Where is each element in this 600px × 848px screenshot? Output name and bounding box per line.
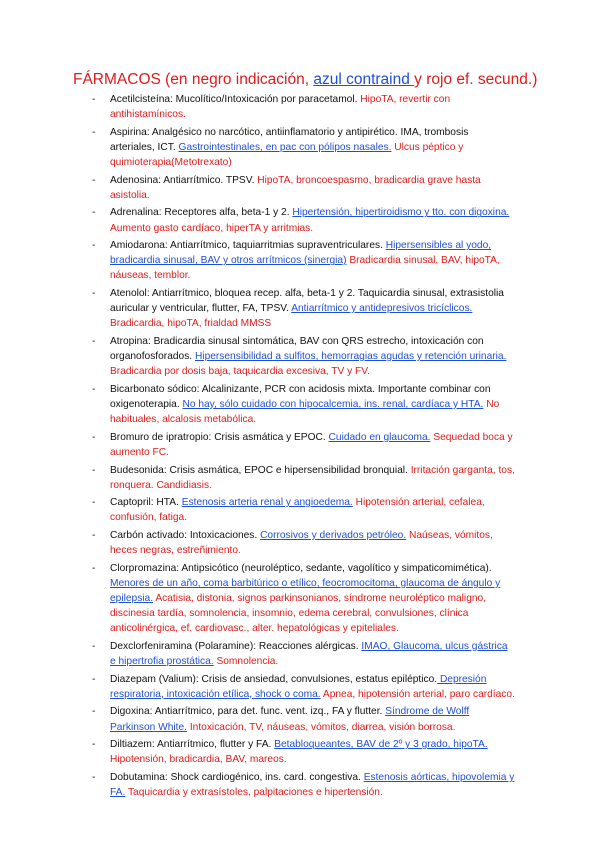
- side-effects-text: No habituales, alcalosis metabólica.: [110, 398, 500, 426]
- side-effects-text: Bradicardia, hipoTA, frialdad MMSS: [110, 318, 272, 330]
- list-item: [0, 737, 515, 767]
- contraindication-text: Hipersensibles al yodo, bradicardia sinusal, BAV y otros arrítmicos (sinergia): [110, 240, 492, 267]
- indication-text: Aspirina: Analgésico no narcótico, antiinflamatorio y antipirético. IMA, trombosis arteriales, ICT.: [110, 126, 469, 153]
- contraindication-text: IMAO, Glaucoma, ulcus gástrica e hipertrofia prostática.: [110, 640, 508, 667]
- list-item: [0, 770, 515, 800]
- contraindication-text: Cuidado en glaucoma.: [328, 431, 431, 443]
- heading-text: FÁRMACOS (en negro indicación,: [73, 71, 314, 88]
- side-effects-text: Intoxicación, TV, náuseas, vómitos, diarrea, visión borrosa.: [187, 721, 456, 733]
- list-item: [0, 430, 515, 460]
- indication-text: Bicarbonato sódico: Alcalinizante, PCR con acidosis mixta. Importante combinar con oxigenoterapia.: [110, 383, 491, 410]
- side-effects-text: Naúseas, vómitos, heces negras, estreñimiento.: [110, 530, 493, 557]
- contraindication-text: Menores de un año, coma barbitúrico o etílico, feocromocitoma, glaucoma de ángulo y epilepsia.: [110, 577, 501, 605]
- indication-text: Budesonida: Crisis asmática, EPOC e hipersensibilidad bronquial.: [110, 464, 411, 476]
- contraindication-text: Hipersensibilidad a sulfitos, hemorragias agudas y retención urinaria.: [194, 351, 507, 363]
- list-item: [0, 238, 515, 283]
- contraindication-text: Hipertensión, hipertiroidismo y tto. con digoxina.: [292, 207, 510, 219]
- contraindication-text: Estenosis arteria renal y angioedema.: [181, 497, 353, 509]
- list-item: [0, 463, 515, 493]
- indication-text: Adrenalina: Receptores alfa, beta-1 y 2.: [110, 207, 293, 219]
- list-item: [0, 286, 515, 331]
- side-effects-text: Acatisia, distonia, signos parkinsonianos, síndrome neuroléptico maligno, discinesia tardía, somnolencia, insomnio, edema cerebral, convulsiones, clínica anticolinérgica, ef. cardiovasc., alter. hepatológicas y epiteliales.: [110, 593, 487, 635]
- contraindication-text: No hay, sólo cuidado con hipocalcemia, ins. renal, cardíaca y HTA.: [182, 398, 484, 410]
- indication-text: Amiodarona: Antiarrítmico, taquiarritmias supraventriculares.: [110, 240, 386, 252]
- contraindication-text: Corrosivos y derivados petróleo.: [260, 530, 407, 542]
- side-effects-text: Hipotensión, bradicardia, BAV, mareos.: [110, 754, 287, 766]
- contraindication-text: Gastrointestinales, en pac con pólipos nasales.: [178, 141, 392, 153]
- indication-text: Captopril: HTA.: [110, 497, 182, 509]
- list-item: [0, 173, 515, 203]
- side-effects-text: Hipotensión arterial, cefalea, confusión, fatiga.: [110, 497, 485, 524]
- list-item: [0, 382, 515, 427]
- indication-text: Carbón activado: Intoxicaciones.: [110, 530, 261, 542]
- indication-text: Atropina: Bradicardia sinusal sintomática, BAV con QRS estrecho, intoxicación con organofosforados.: [110, 335, 484, 363]
- contraindication-text: Síndrome de Wolff Parkinson White.: [110, 706, 470, 733]
- indication-text: Adenosina: Antiarrítmico. TPSV.: [110, 174, 258, 186]
- side-effects-text: Irritación garganta, tos, ronquera. Candidiasis.: [110, 464, 515, 491]
- side-effects-text: HipoTA, broncoespasmo, bradicardia grave hasta asistolia.: [110, 174, 481, 201]
- side-effects-text: HipoTA, revertir con antihistamínicos.: [110, 94, 451, 121]
- page-heading: [73, 69, 537, 91]
- side-effects-text: Bradicardia por dosis baja, taquicardia excesiva, TV y FV.: [110, 366, 370, 378]
- indication-text: Acetilcisteína: Mucolítico/Intoxicación por paracetamol.: [110, 94, 361, 105]
- list-item: [0, 528, 515, 558]
- list-item: [0, 125, 515, 170]
- side-effects-text: Aumento gasto cardíaco, hiperTA y arritmias.: [110, 222, 314, 234]
- heading-blue-text: azul contraind: [313, 71, 415, 88]
- indication-text: Bromuro de ipratropio: Crisis asmática y EPOC.: [110, 431, 329, 443]
- contraindication-text: Antiarrítmico y antidepresivos tricíclicos.: [291, 303, 473, 315]
- contraindication-text: Estenosis aórticas, hipovolemia y FA.: [110, 772, 515, 799]
- list-item: [0, 334, 515, 379]
- side-effects-text: Ulcus péptico y quimioterapia(Metotrexato): [110, 141, 464, 168]
- indication-text: Digoxina: Antiarrítmico, para det. func. vent. izq., FA y flutter.: [110, 706, 386, 718]
- indication-text: Dobutamina: Shock cardiogénico, ins. card. congestiva.: [110, 772, 364, 784]
- indication-text: Clorpromazina: Antipsicótico (neuroléptico, sedante, vagolítico y simpaticomimética).: [110, 562, 492, 574]
- indication-text: Dexclorfeniramina (Polaramine): Reacciones alérgicas.: [110, 640, 362, 652]
- indication-text: Diltiazem: Antiarrítmico, flutter y FA.: [110, 739, 275, 751]
- side-effects-text: Sequedad boca y aumento FC.: [110, 431, 513, 458]
- indication-text: Atenolol: Antiarrítmico, bloquea recep. alfa, beta-1 y 2. Taquicardia sinusal, extrasistolia auricular y ventricular, flutter, FA, TPSV.: [110, 288, 504, 315]
- list-item: [0, 561, 515, 636]
- side-effects-text: Taquicardia y extrasístoles, palpitaciones e hipertensión.: [125, 787, 383, 799]
- list-item: [0, 92, 515, 122]
- list-item: [0, 495, 515, 525]
- list-item: [0, 205, 515, 235]
- indication-text: Diazepam (Valium): Crisis de ansiedad, convulsiones, estatus epiléptico.: [110, 673, 438, 685]
- list-item: [0, 639, 515, 669]
- side-effects-text: Bradicardia sinusal, BAV, hipoTA, náuseas, temblor.: [110, 255, 500, 282]
- contraindication-text: Betabloqueantes, BAV de 2º y 3 grado, hipoTA.: [274, 739, 488, 751]
- heading-red-text: y rojo ef. secund.): [414, 71, 538, 88]
- side-effects-text: Somnolencia.: [213, 656, 279, 667]
- drug-list: [0, 92, 600, 803]
- list-item: [0, 672, 515, 702]
- contraindication-text: Depresión respiratoria, intoxicación etílica, shock o coma.: [110, 673, 487, 700]
- list-item: [0, 704, 515, 734]
- side-effects-text: Apnea, hipotensión arterial, paro cardíaco.: [320, 688, 515, 700]
